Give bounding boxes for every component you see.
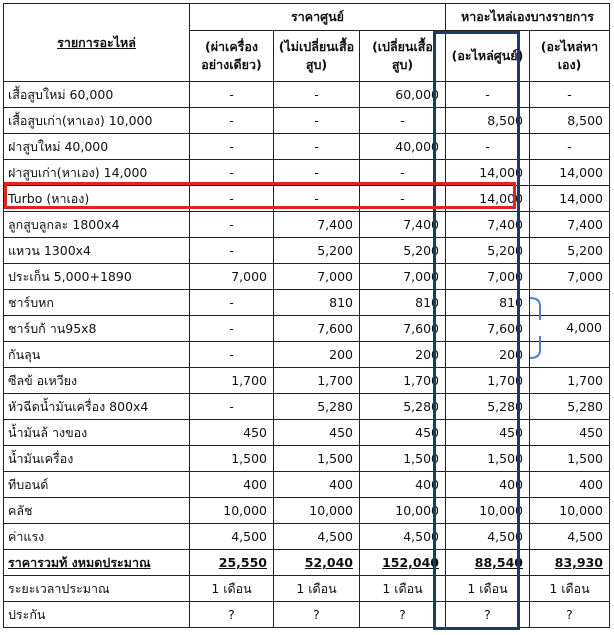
part-name: หัวฉีดน้ำมันเครื่อง 800x4 [4, 394, 190, 420]
price-cell: 5,200 [446, 238, 530, 264]
part-name: ชาร์บก้ าน95x8 [4, 316, 190, 342]
subheader-center-parts: (อะไหล่ศูนย์) [446, 31, 530, 82]
part-name: น้ำมันล้ างของ [4, 420, 190, 446]
part-name: ลูกสูบลูกละ 1800x4 [4, 212, 190, 238]
price-cell: - [274, 134, 360, 160]
parts-rows [4, 82, 610, 550]
price-cell: 8,500 [530, 108, 610, 134]
subheader-no-block-change: (ไม่เปลี่ยนเสื้อสูบ) [274, 31, 360, 82]
price-cell: - [530, 82, 610, 108]
price-cell: 4,500 [190, 524, 274, 550]
subheader-own-parts: (อะไหล่หาเอง) [530, 31, 610, 82]
total-cell: 52,040 [274, 550, 360, 576]
price-cell: 7,400 [446, 212, 530, 238]
table-row [4, 238, 610, 264]
price-cell: 1,500 [530, 446, 610, 472]
price-cell: 450 [360, 420, 446, 446]
table-row [4, 368, 610, 394]
price-cell: 810 [360, 290, 446, 316]
total-label: ราคารวมท้ งหมดประมาณ [4, 550, 190, 576]
price-cell: 810 [274, 290, 360, 316]
price-cell: 450 [530, 420, 610, 446]
duration-cell: 1 เดือน [360, 576, 446, 602]
table-row [4, 108, 610, 134]
price-cell: 1,700 [446, 368, 530, 394]
price-cell: 1,700 [530, 368, 610, 394]
warranty-cell: ? [446, 602, 530, 628]
total-cell: 25,550 [190, 550, 274, 576]
brace-value: 4,000 [538, 320, 602, 336]
total-cell: 152,040 [360, 550, 446, 576]
table-row [4, 446, 610, 472]
price-cell: 4,500 [446, 524, 530, 550]
part-name: ประเก็น 5,000+1890 [4, 264, 190, 290]
table-row [4, 420, 610, 446]
warranty-label: ประกัน [4, 602, 190, 628]
duration-label: ระยะเวลาประมาณ [4, 576, 190, 602]
price-cell: 4,500 [360, 524, 446, 550]
price-cell: 10,000 [446, 498, 530, 524]
price-cell: - [190, 186, 274, 212]
price-cell: 5,200 [360, 238, 446, 264]
part-name: แหวน 1300x4 [4, 238, 190, 264]
price-cell: 7,000 [274, 264, 360, 290]
price-cell: 200 [446, 342, 530, 368]
part-name: เสื้อสูบเก่า(หาเอง) 10,000 [4, 108, 190, 134]
price-cell: - [446, 82, 530, 108]
header-row-1 [4, 4, 610, 31]
price-cell: - [360, 108, 446, 134]
price-cell [530, 290, 610, 316]
part-name: กันลุน [4, 342, 190, 368]
price-cell: 400 [530, 472, 610, 498]
parts-price-table [3, 3, 610, 628]
part-name: เสื้อสูบใหม่ 60,000 [4, 82, 190, 108]
price-cell: 7,600 [274, 316, 360, 342]
price-cell: 450 [274, 420, 360, 446]
price-cell: 7,000 [530, 264, 610, 290]
price-cell: 450 [446, 420, 530, 446]
price-cell: 8,500 [446, 108, 530, 134]
warranty-cell: ? [360, 602, 446, 628]
price-cell: 7,400 [530, 212, 610, 238]
duration-cell: 1 เดือน [274, 576, 360, 602]
part-name: น้ำมันเครื่อง [4, 446, 190, 472]
item-column-header: รายการอะไหล่ [4, 4, 190, 82]
table-row [4, 316, 610, 342]
price-cell [530, 342, 610, 368]
price-cell: - [360, 160, 446, 186]
table-row [4, 342, 610, 368]
price-cell: - [190, 212, 274, 238]
price-cell: 810 [446, 290, 530, 316]
price-cell: 450 [190, 420, 274, 446]
price-cell: 10,000 [530, 498, 610, 524]
price-cell: 1,700 [274, 368, 360, 394]
price-cell: 5,280 [446, 394, 530, 420]
table-row [4, 264, 610, 290]
part-name: ฝาสูบใหม่ 40,000 [4, 134, 190, 160]
part-name: ค่าแรง [4, 524, 190, 550]
price-cell: 400 [360, 472, 446, 498]
price-cell: 200 [360, 342, 446, 368]
warranty-cell: ? [274, 602, 360, 628]
price-cell: 10,000 [274, 498, 360, 524]
price-cell: 5,280 [530, 394, 610, 420]
table-row [4, 212, 610, 238]
warranty-row [4, 602, 610, 628]
table-row [4, 524, 610, 550]
price-cell: - [274, 160, 360, 186]
part-name: Turbo (หาเอง) [4, 186, 190, 212]
price-cell: 60,000 [360, 82, 446, 108]
price-cell: 14,000 [446, 186, 530, 212]
price-cell: - [190, 290, 274, 316]
price-cell: - [274, 186, 360, 212]
part-name: คลัช [4, 498, 190, 524]
price-cell: - [446, 134, 530, 160]
warranty-cell: ? [190, 602, 274, 628]
price-cell: - [530, 134, 610, 160]
part-name: ซีลข้ อเหวียง [4, 368, 190, 394]
price-cell: 4,500 [274, 524, 360, 550]
price-cell: - [190, 108, 274, 134]
total-cell: 83,930 [530, 550, 610, 576]
table-row [4, 498, 610, 524]
table-row [4, 394, 610, 420]
duration-cell: 1 เดือน [190, 576, 274, 602]
self-source-header: หาอะไหล่เองบางรายการ [446, 4, 610, 31]
total-cell: 88,540 [446, 550, 530, 576]
price-cell: - [190, 134, 274, 160]
duration-cell: 1 เดือน [530, 576, 610, 602]
table-row [4, 82, 610, 108]
price-cell: 7,400 [274, 212, 360, 238]
table-row [4, 472, 610, 498]
price-cell: 4,500 [530, 524, 610, 550]
price-cell: - [360, 186, 446, 212]
price-cell: 5,280 [274, 394, 360, 420]
price-cell: 7,600 [360, 316, 446, 342]
subheader-engine-only: (ผ่าเครื่องอย่างเดียว) [190, 31, 274, 82]
price-cell: 5,200 [274, 238, 360, 264]
price-cell: 40,000 [360, 134, 446, 160]
price-cell: 14,000 [530, 160, 610, 186]
warranty-cell: ? [530, 602, 610, 628]
table-row [4, 290, 610, 316]
price-cell: 7,000 [190, 264, 274, 290]
price-cell: 7,600 [446, 316, 530, 342]
price-cell: 1,500 [446, 446, 530, 472]
price-cell: - [274, 82, 360, 108]
price-cell: 14,000 [446, 160, 530, 186]
table-row [4, 186, 610, 212]
price-cell: 1,500 [360, 446, 446, 472]
price-cell: 14,000 [530, 186, 610, 212]
part-name: ทีบอนด์ [4, 472, 190, 498]
price-cell: 1,500 [190, 446, 274, 472]
price-cell: 1,700 [190, 368, 274, 394]
price-cell: 400 [274, 472, 360, 498]
price-cell: 200 [274, 342, 360, 368]
price-cell: 400 [190, 472, 274, 498]
part-name: ฝาสูบเก่า(หาเอง) 14,000 [4, 160, 190, 186]
price-cell: - [190, 82, 274, 108]
price-cell: 5,280 [360, 394, 446, 420]
total-row [4, 550, 610, 576]
price-cell: 7,000 [446, 264, 530, 290]
price-cell: 5,200 [530, 238, 610, 264]
center-price-header: ราคาศูนย์ [190, 4, 446, 31]
part-name: ชาร์บหก [4, 290, 190, 316]
price-cell: - [274, 108, 360, 134]
price-cell: - [190, 160, 274, 186]
price-cell: 1,500 [274, 446, 360, 472]
subheader-block-change: (เปลี่ยนเสื้อสูบ) [360, 31, 446, 82]
price-cell: - [190, 238, 274, 264]
price-cell: - [190, 342, 274, 368]
table-row [4, 160, 610, 186]
price-cell: 1,700 [360, 368, 446, 394]
duration-row [4, 576, 610, 602]
price-cell: 7,400 [360, 212, 446, 238]
duration-cell: 1 เดือน [446, 576, 530, 602]
table-row [4, 134, 610, 160]
price-cell: 400 [446, 472, 530, 498]
price-cell: 7,000 [360, 264, 446, 290]
price-cell: 10,000 [360, 498, 446, 524]
price-cell: - [190, 394, 274, 420]
price-cell: - [190, 316, 274, 342]
price-cell: 10,000 [190, 498, 274, 524]
